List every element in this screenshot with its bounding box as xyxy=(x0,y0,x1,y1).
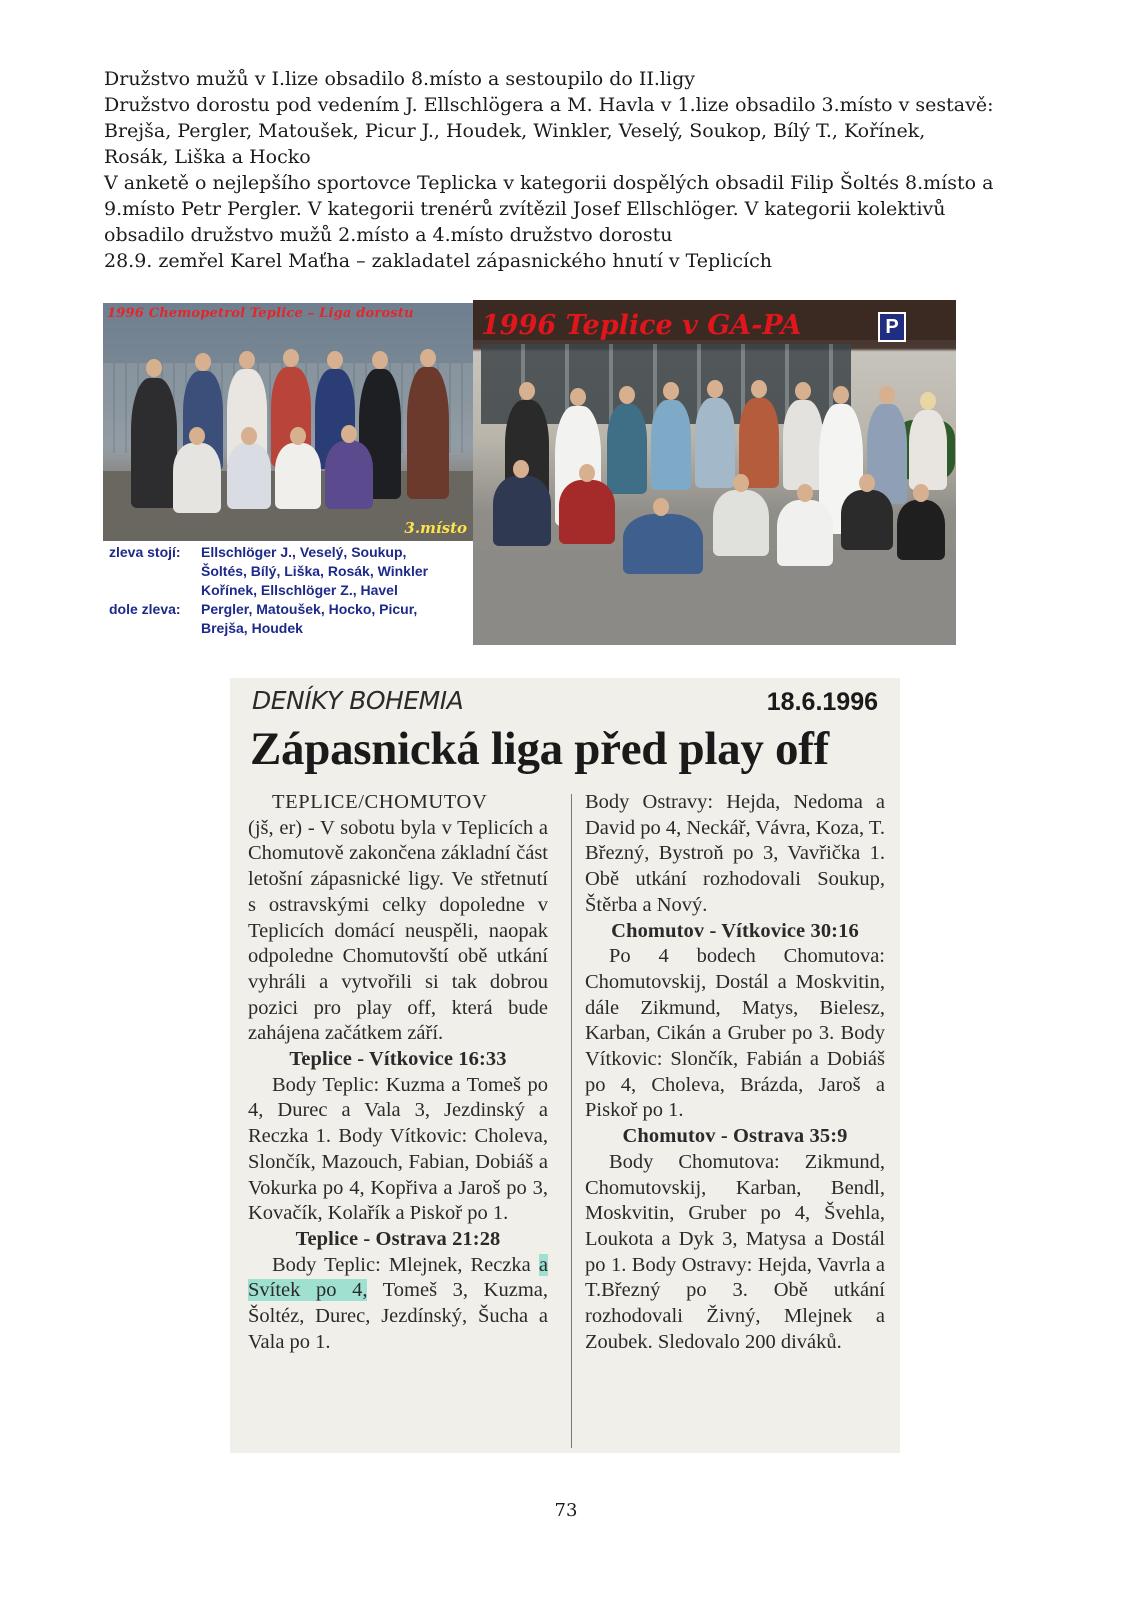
person-figure xyxy=(867,404,907,504)
newspaper-source: DENÍKY BOHEMIA xyxy=(252,686,464,715)
caption-label: dole zleva: xyxy=(109,601,181,617)
person-head xyxy=(797,484,813,502)
article-headline: Zápasnická liga před play off xyxy=(250,723,829,775)
intro-text xyxy=(104,66,1064,274)
match-title: Teplice - Vítkovice 16:33 xyxy=(289,1048,507,1071)
person-head xyxy=(290,427,306,445)
text-run: Body Teplic: Mlejnek, Reczka xyxy=(272,1253,539,1276)
parking-sign-icon: P xyxy=(878,312,906,342)
caption-names: Ellschlöger J., Veselý, Soukup, xyxy=(201,544,407,560)
person-figure xyxy=(493,476,551,546)
person-figure xyxy=(559,480,615,544)
caption-names: Šoltés, Bílý, Liška, Rosák, Winkler xyxy=(201,563,429,579)
person-head xyxy=(920,392,936,410)
person-figure xyxy=(897,500,945,560)
article-paragraph: Body Teplic: Kuzma a Tomeš po 4, Durec a Vala 3, Jezdinský a Reczka 1. Body Vítkovic: Choleva, Slončík, Mazouch, Fabian, Dobiáš a Vokurka po 4, Kopřiva a Jaroš po 3, Kovačík, Kolařík a Piskoř po 1. xyxy=(248,1073,548,1225)
person-head xyxy=(189,427,205,445)
article-column-left xyxy=(248,790,548,1355)
person-figure xyxy=(275,443,321,509)
newspaper-clipping xyxy=(230,678,900,1453)
page-number: 73 xyxy=(554,1500,578,1521)
article-paragraph xyxy=(248,1253,548,1356)
caption-names: Kořínek, Ellschlöger Z., Havel xyxy=(201,582,398,598)
person-head xyxy=(283,349,299,367)
match-title: Chomutov - Ostrava 35:9 xyxy=(622,1125,848,1148)
person-figure xyxy=(227,443,271,509)
person-figure xyxy=(407,367,449,499)
intro-line: 28.9. zemřel Karel Maťha – zakladatel zápasnického hnutí v Teplicích xyxy=(104,250,772,272)
person-head xyxy=(519,382,535,400)
person-head xyxy=(833,386,849,404)
person-head xyxy=(795,382,811,400)
person-head xyxy=(619,386,635,404)
person-head xyxy=(420,349,436,367)
article-paragraph: (jš, er) - V sobotu byla v Teplicích a Chomutově zakončena základní část letošní zápasnické ligy. Ve střetnutí s ostravskými celky dopoledne v Teplicích domácí neuspěli, naopak odpoledne Chomutovští obě utkání vyhráli a vytvořili si tak dobrou pozici pro play off, která bude zahájena začátkem září. xyxy=(248,816,548,1045)
person-figure xyxy=(783,400,823,490)
person-head xyxy=(707,380,723,398)
person-head xyxy=(751,380,767,398)
person-figure xyxy=(713,490,769,556)
article-column-right xyxy=(585,790,885,1355)
placement-badge: 3.místo xyxy=(404,519,467,537)
article-paragraph: Po 4 bodech Chomutova: Chomutovskij, Dostál a Moskvitin, dále Zikmund, Matys, Bielesz, Karban, Cikán a Gruber po 3. Body Vítkovic: Slončík, Fabián a Dobiáš po 4, Choleva, Brázda, Jaroš a Piskoř po 1. xyxy=(585,945,885,1122)
person-head xyxy=(513,460,529,478)
article-paragraph: Body Ostravy: Hejda, Nedoma a David po 4, Neckář, Vávra, Koza, T. Březný, Bystroň po 3, Vavřička 1. Obě utkání rozhodovali Soukup, Štěrba a Nový. xyxy=(585,791,885,916)
person-figure xyxy=(131,378,177,508)
person-head xyxy=(859,474,875,492)
text-run: Tomeš 3, Kuzma, Šoltéz, Durec, Jezdínský, Šucha a Vala po 1. xyxy=(248,1279,548,1353)
intro-line: V anketě o nejlepšího sportovce Teplicka v kategorii dospělých obsadil Filip Šoltés 8.místo a xyxy=(104,172,994,194)
article-paragraph: Body Chomutova: Zikmund, Chomutovskij, Karban, Bendl, Moskvitin, Gruber po 4, Švehla, Loukota a Dyk 3, Matysa a Dostál po 1. Body Ostravy: Hejda, Vavrla a T.Březný po 3. Obě utkání rozhodovali Živný, Mlejnek a Zoubek. Sledovalo 200 diváků. xyxy=(585,1150,885,1353)
newspaper-date: 18.6.1996 xyxy=(766,688,878,716)
person-figure xyxy=(777,500,833,566)
intro-line: Družstvo dorostu pod vedením J. Ellschlögera a M. Havla v 1.lize obsadilo 3.místo v sestavě: xyxy=(104,94,994,116)
caption-names: Pergler, Matoušek, Hocko, Picur, xyxy=(201,601,418,617)
match-title: Teplice - Ostrava 21:28 xyxy=(295,1227,501,1250)
photo-overlay-title: 1996 Chemopetrol Teplice – Liga dorostu xyxy=(107,306,414,321)
person-figure xyxy=(325,441,373,509)
caption-label: zleva stojí: xyxy=(109,544,181,560)
person-figure xyxy=(695,398,735,488)
person-head xyxy=(241,427,257,445)
person-head xyxy=(327,351,343,369)
junior-team-photo xyxy=(103,303,473,541)
intro-line: Družstvo mužů v I.lize obsadilo 8.místo a sestoupilo do II.ligy xyxy=(104,68,695,90)
caption-row xyxy=(109,600,418,620)
column-divider xyxy=(571,794,572,1448)
person-head xyxy=(570,388,586,406)
person-head xyxy=(579,464,595,482)
caption-names: Brejša, Houdek xyxy=(201,620,303,636)
intro-line: Rosák, Liška a Hocko xyxy=(104,146,311,168)
highlighted-text: a Svítek po 4, xyxy=(248,1253,548,1302)
match-title: Chomutov - Vítkovice 30:16 xyxy=(611,919,859,942)
person-head xyxy=(146,359,162,377)
person-figure xyxy=(909,410,947,490)
person-figure xyxy=(651,400,691,490)
person-figure xyxy=(841,490,893,550)
person-head xyxy=(913,484,929,502)
person-head xyxy=(195,353,211,371)
person-head xyxy=(663,382,679,400)
intro-line: 9.místo Petr Pergler. V kategorii trenérů zvítězil Josef Ellschlöger. V kategorii kolektivů xyxy=(104,198,946,220)
photo-caption xyxy=(103,541,473,645)
person-figure xyxy=(623,514,703,574)
person-head xyxy=(879,386,895,404)
article-dateline: TEPLICE/CHOMUTOV xyxy=(272,791,488,813)
photo-overlay-title: 1996 Teplice v GA-PA xyxy=(481,310,802,341)
group-photo xyxy=(473,300,956,645)
person-head xyxy=(341,425,357,443)
person-head xyxy=(733,474,749,492)
photo-ground xyxy=(473,550,956,645)
person-figure xyxy=(173,443,221,513)
person-head xyxy=(653,498,669,516)
intro-line: obsadilo družstvo mužů 2.místo a 4.místo družstvo dorostu xyxy=(104,224,673,246)
person-head xyxy=(372,351,388,369)
person-head xyxy=(239,351,255,369)
caption-row xyxy=(109,543,407,563)
intro-line: Brejša, Pergler, Matoušek, Picur J., Houdek, Winkler, Veselý, Soukop, Bílý T., Kořínek, xyxy=(104,120,926,142)
person-figure xyxy=(607,404,647,494)
